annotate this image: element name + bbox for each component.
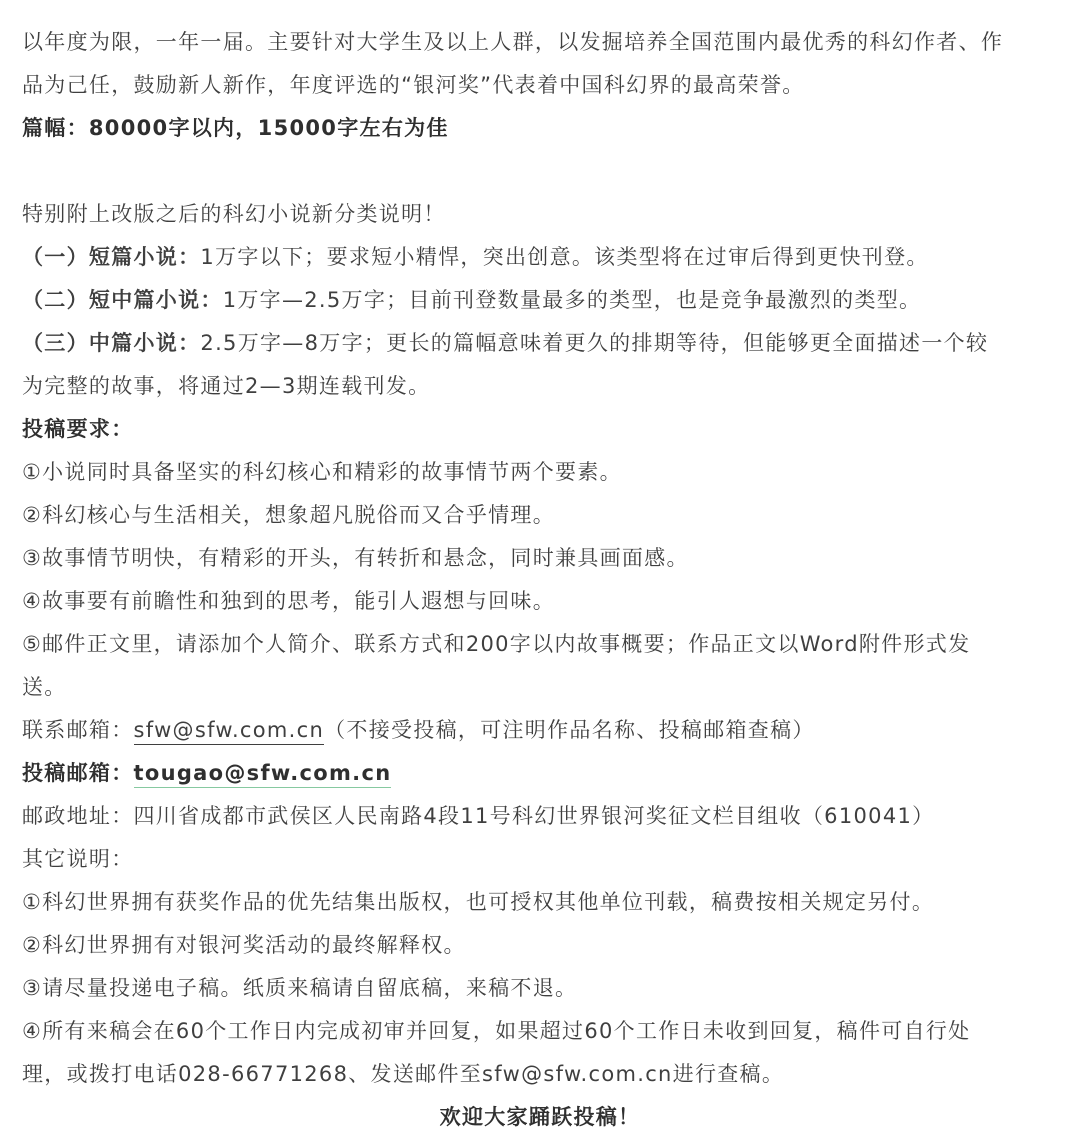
category-text-continued: 为完整的故事，将通过2—3期连载刊发。 bbox=[22, 374, 431, 398]
contact-email-link[interactable]: sfw@sfw.com.cn bbox=[134, 718, 325, 745]
requirement-item: ⑤邮件正文里，请添加个人简介、联系方式和200字以内故事概要；作品正文以Word附件形式发 bbox=[22, 632, 971, 656]
submit-email-link[interactable]: tougao@sfw.com.cn bbox=[134, 761, 392, 788]
closing-line: 欢迎大家踊跃投稿！ bbox=[439, 1105, 641, 1129]
requirement-item: ①小说同时具备坚实的科幻核心和精彩的故事情节两个要素。 bbox=[22, 460, 622, 484]
note-item: ③请尽量投递电子稿。纸质来稿请自留底稿，来稿不退。 bbox=[22, 976, 578, 1000]
requirements-heading: 投稿要求： bbox=[22, 417, 134, 441]
length-limit: 篇幅：80000字以内，15000字左右为佳 bbox=[22, 116, 449, 140]
category-text: 2.5万字—8万字；更长的篇幅意味着更久的排期等待，但能够更全面描述一个较 bbox=[200, 331, 989, 355]
contact-email-label: 联系邮箱： bbox=[22, 718, 134, 742]
contact-email-row bbox=[22, 716, 815, 744]
category-text: 1万字—2.5万字；目前刊登数量最多的类型，也是竞争最激烈的类型。 bbox=[222, 288, 922, 312]
category-text: 1万字以下；要求短小精悍，突出创意。该类型将在过审后得到更快刊登。 bbox=[200, 245, 929, 269]
category-item bbox=[22, 329, 988, 357]
category-item bbox=[22, 286, 921, 314]
submit-email-label: 投稿邮箱： bbox=[22, 761, 134, 785]
postal-address: 邮政地址：四川省成都市武侯区人民南路4段11号科幻世界银河奖征文栏目组收（610041） bbox=[22, 804, 935, 828]
notes-heading: 其它说明： bbox=[22, 847, 134, 871]
category-label: （三）中篇小说： bbox=[22, 331, 201, 355]
intro-line: 品为己任，鼓励新人新作，年度评选的“银河奖”代表着中国科幻界的最高荣誉。 bbox=[22, 73, 805, 97]
contact-email-note: （不接受投稿，可注明作品名称、投稿邮箱查稿） bbox=[324, 718, 815, 742]
submit-email-row bbox=[22, 759, 391, 787]
note-item-continued: 理，或拨打电话028-66771268、发送邮件至sfw@sfw.com.cn进行查稿。 bbox=[22, 1062, 785, 1086]
category-label: （一）短篇小说： bbox=[22, 245, 201, 269]
categories-heading: 特别附上改版之后的科幻小说新分类说明！ bbox=[22, 202, 446, 226]
requirement-item: ④故事要有前瞻性和独到的思考，能引人遐想与回味。 bbox=[22, 589, 556, 613]
category-label: （二）短中篇小说： bbox=[22, 288, 223, 312]
category-item bbox=[22, 243, 929, 271]
requirement-item: ③故事情节明快，有精彩的开头，有转折和悬念，同时兼具画面感。 bbox=[22, 546, 689, 570]
requirement-item-continued: 送。 bbox=[22, 675, 67, 699]
intro-line: 以年度为限，一年一届。主要针对大学生及以上人群，以发掘培养全国范围内最优秀的科幻作者、作 bbox=[22, 30, 1004, 54]
note-item: ④所有来稿会在60个工作日内完成初审并回复，如果超过60个工作日未收到回复，稿件可自行处 bbox=[22, 1019, 971, 1043]
note-item: ①科幻世界拥有获奖作品的优先结集出版权，也可授权其他单位刊载，稿费按相关规定另付。 bbox=[22, 890, 935, 914]
note-item: ②科幻世界拥有对银河奖活动的最终解释权。 bbox=[22, 933, 466, 957]
requirement-item: ②科幻核心与生活相关，想象超凡脱俗而又合乎情理。 bbox=[22, 503, 556, 527]
